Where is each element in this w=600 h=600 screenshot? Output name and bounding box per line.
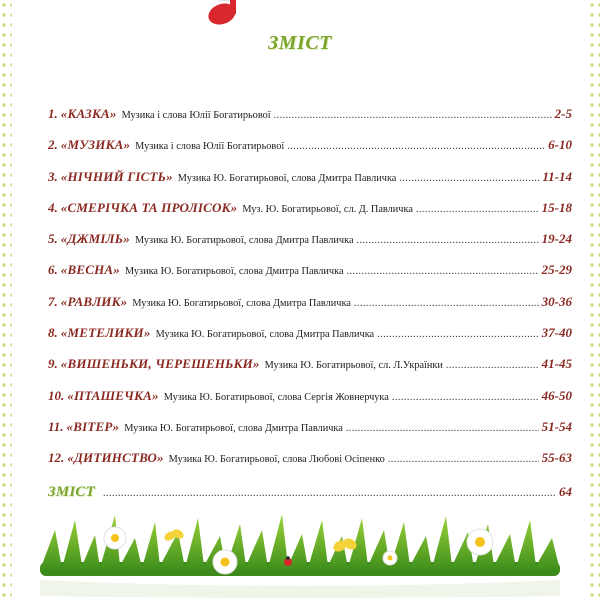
- entry-credit: Музика і слова Юлії Богатирьової: [135, 141, 285, 153]
- page-range: 25-29: [541, 262, 572, 278]
- toc-entry: [48, 388, 572, 419]
- entry-credit: Музика Ю. Богатирьової, слова Дмитра Павличка: [134, 235, 354, 247]
- page-title: ЗМІСТ: [268, 32, 332, 54]
- toc-entry: [48, 262, 572, 293]
- entry-credit: Музика Ю. Богатирьової, слова Сергія Жовнерчука: [163, 391, 389, 403]
- grass-flowers-decoration: [0, 500, 600, 600]
- song-title: «ВІТЕР»: [66, 418, 120, 434]
- page-range: 19-24: [541, 231, 572, 247]
- song-title: «РАВЛИК»: [60, 293, 128, 309]
- dot-leader: [388, 454, 539, 465]
- entry-number: 2.: [48, 137, 58, 153]
- entry-number: 1.: [48, 106, 58, 121]
- page-range: 41-45: [541, 356, 572, 372]
- entry-number: 12.: [48, 450, 65, 466]
- dot-leader: [354, 298, 539, 309]
- entry-credit: Музика Ю. Богатирьової, слова Дмитра Павличка: [177, 172, 397, 184]
- summary-label: ЗМІСТ: [48, 483, 95, 500]
- page-range: 6-10: [548, 137, 572, 153]
- toc-entry: [48, 231, 572, 262]
- toc-entry: [48, 200, 572, 231]
- entry-credit: Музика Ю. Богатирьової, слова Дмитра Павличка: [132, 297, 351, 309]
- entry-number: 5.: [48, 231, 58, 247]
- song-title: «МУЗИКА»: [60, 137, 131, 153]
- page-range: 11-14: [542, 168, 572, 184]
- song-title: «МЕТЕЛИКИ»: [60, 325, 151, 341]
- entry-credit: Музика Ю. Богатирьової, сл. Л.Українки: [264, 360, 443, 372]
- toc-entry: [48, 294, 572, 325]
- page-range: 15-18: [541, 199, 572, 215]
- table-of-contents: [48, 106, 572, 515]
- song-title: «ВИШЕНЬКИ, ЧЕРЕШЕНЬКИ»: [60, 356, 260, 372]
- entry-credit: Музика Ю. Богатирьової, слова Дмитра Павличка: [155, 329, 375, 341]
- toc-entry: [48, 419, 572, 450]
- dot-leader: [347, 266, 539, 277]
- music-note-icon: [170, 0, 280, 30]
- song-title: «ВЕСНА»: [60, 262, 120, 278]
- entry-credit: Музика Ю. Богатирьової, слова Любові Осіпенко: [168, 454, 385, 466]
- entry-number: 10.: [48, 387, 65, 403]
- entry-number: 6.: [48, 262, 58, 278]
- song-title: «ДЖМІЛЬ»: [60, 231, 130, 247]
- song-title: «СМЕРІЧКА ТА ПРОЛІСОК»: [60, 199, 238, 215]
- toc-entry: [48, 356, 572, 387]
- toc-entry: [48, 169, 572, 200]
- song-title: «НІЧНИЙ ГІСТЬ»: [60, 168, 173, 184]
- dot-leader: [357, 235, 539, 246]
- toc-entry: [48, 106, 572, 137]
- dot-leader: [416, 204, 539, 215]
- entry-number: 11.: [48, 418, 64, 434]
- page-range: 37-40: [541, 325, 572, 341]
- page-range: 51-54: [541, 418, 572, 434]
- toc-entry: [48, 137, 572, 168]
- page-range: 30-36: [541, 293, 572, 309]
- page-range: 46-50: [541, 387, 572, 403]
- entry-number: 8.: [48, 325, 58, 341]
- entry-credit: Музика і слова Юлії Богатирьової: [121, 110, 271, 121]
- page-range: 55-63: [541, 450, 572, 466]
- toc-entry: [48, 325, 572, 356]
- entry-credit: Муз. Ю. Богатирьової, сл. Д. Павличка: [242, 203, 413, 215]
- dot-leader: [346, 423, 539, 434]
- song-title: «КАЗКА»: [60, 106, 117, 121]
- song-title: «ДИТИНСТВО»: [67, 450, 164, 466]
- entry-credit: Музика Ю. Богатирьової, слова Дмитра Павличка: [124, 422, 343, 434]
- summary-page: 64: [559, 483, 572, 499]
- entry-number: 7.: [48, 293, 58, 309]
- dot-leader: [103, 488, 556, 499]
- dot-leader: [377, 329, 539, 340]
- entry-number: 3.: [48, 168, 58, 184]
- toc-entry: [48, 450, 572, 481]
- entry-number: 9.: [48, 356, 58, 372]
- dot-leader: [274, 110, 552, 121]
- dot-leader: [399, 173, 539, 184]
- dot-leader: [446, 360, 539, 371]
- song-title: «ПТАШЕЧКА»: [67, 387, 159, 403]
- dot-leader: [392, 392, 539, 403]
- dot-leader: [287, 141, 545, 152]
- entry-credit: Музика Ю. Богатирьової, слова Дмитра Павличка: [124, 266, 344, 278]
- entry-number: 4.: [48, 199, 58, 215]
- page-range: 2-5: [554, 106, 572, 121]
